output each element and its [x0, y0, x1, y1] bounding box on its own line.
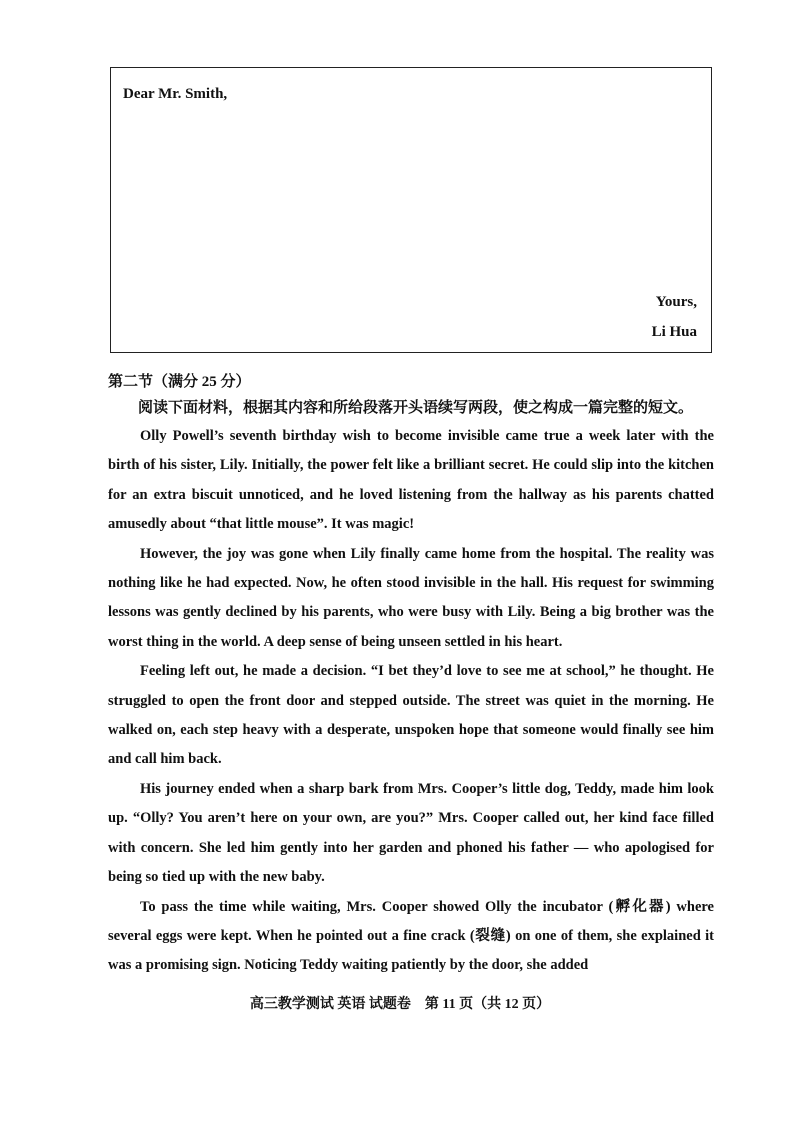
passage-paragraph-2: However, the joy was gone when Lily finally came home from the hospital. The reality was nothing like he had expected. Now, he often stood invisible in the hall. His request for swimming lessons was gently declined by his parents, who were busy with Lily. Being a big brother was the worst thing in the world. A deep sense of being unseen settled in his heart. [108, 545, 714, 650]
writing-answer-box [110, 67, 712, 353]
section-heading: 第二节（满分 25 分） [108, 374, 251, 390]
passage-paragraph-3: Feeling left out, he made a decision. “I bet they’d love to see me at school,” he thought. He struggled to open the front door and stepped outside. The street was quiet in the morning. He walked on, each step heavy with a desperate, unspoken hope that someone would finally see him and call him back. [108, 663, 714, 768]
page-footer: 高三教学测试 英语 试题卷 第 11 页（共 12 页） [249, 997, 551, 1012]
passage-paragraph-1: Olly Powell’s seventh birthday wish to become invisible came true a week later with the birth of his sister, Lily. Initially, the power felt like a brilliant secret. He could slip into the kitchen for an extra biscuit unnoticed, and he loved listening from the hallway as his parents chatted amusedly about “that little mouse”. It was magic! [108, 428, 714, 533]
section-instruction: 阅读下面材料，根据其内容和所给段落开头语续写两段，使之构成一篇完整的短文。 [138, 400, 694, 416]
section-two [108, 370, 714, 981]
letter-signature: Li Hua [651, 324, 697, 340]
passage-paragraph-4: His journey ended when a sharp bark from Mrs. Cooper’s little dog, Teddy, made him look up. “Olly? You aren’t here on your own, are you?” Mrs. Cooper called out, her kind face filled with concern. She led him gently into her garden and phoned his father — who apologised for being so tied up with the new baby. [108, 780, 714, 886]
letter-closing: Yours, [655, 294, 697, 310]
letter-salutation: Dear Mr. Smith, [123, 86, 228, 102]
passage-paragraph-5: To pass the time while waiting, Mrs. Cooper showed Olly the incubator (孵化器) where several eggs were kept. When he pointed out a fine crack (裂缝) on one of them, she explained it was a promising sign. Noticing Teddy waiting patiently by the door, she added [108, 898, 714, 974]
